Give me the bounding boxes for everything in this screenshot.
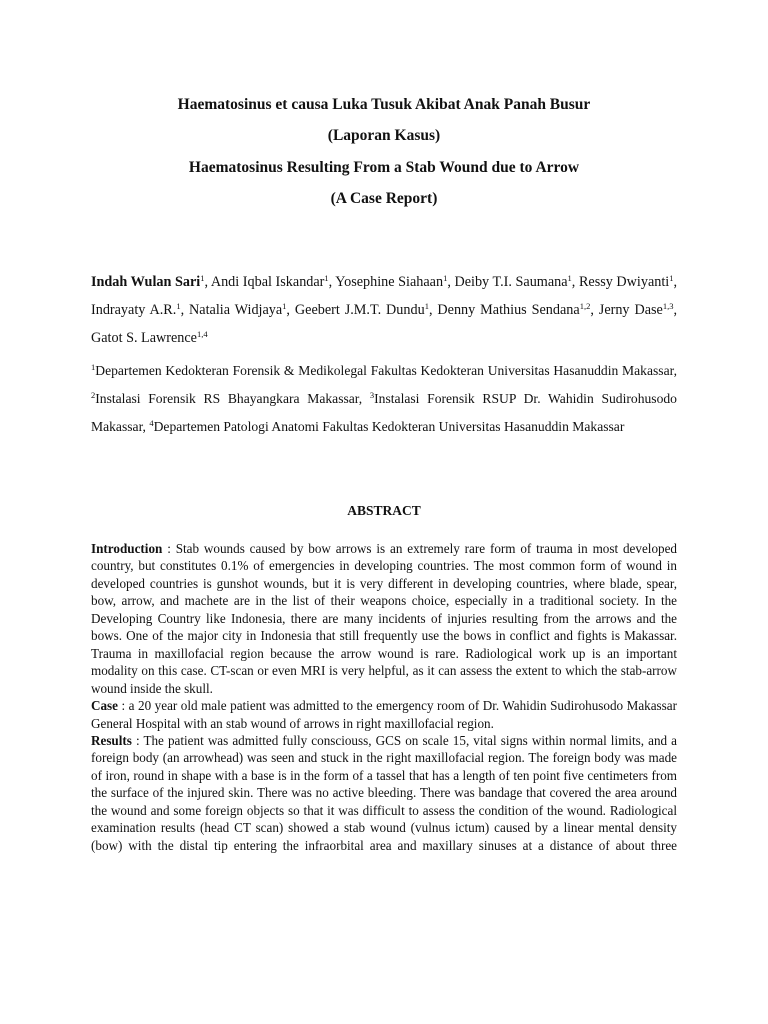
section-label: Case (91, 698, 119, 714)
author-name: Indrayaty A.R. (91, 302, 177, 318)
author-affiliation-mark: 1,3 (662, 301, 674, 311)
author-list: Indah Wulan Sari$^1$, Andi Iqbal Iskandar$^1$, Yosephine Siahaan$^1$, Deiby T.I. Saumana$^1$, Ressy Dwiyanti$^1$, Indrayaty A.R.$^1$, Natalia Widjaya$^1$, Geebert J.M.T. Dundu$^1$, Denny Mathius Sendana$^{1,2}$, Jerny Dase$^{1,3}$, Gatot S. Lawrence$^{1,4}$ (91, 273, 678, 346)
title-english: Haematosinus Resulting From a Stab Wound due to Arrow (188, 159, 580, 176)
author-name: Jerny Dase (598, 302, 663, 318)
title-indonesian: Haematosinus et causa Luka Tusuk Akibat Anak Panah Busur (177, 96, 591, 113)
author-affiliation-mark: 1 (669, 273, 674, 283)
author-name: Denny Mathius Sendana (437, 302, 580, 318)
author-affiliation-mark: 1 (567, 273, 572, 283)
abstract-case (91, 697, 677, 732)
abstract-results (91, 732, 677, 854)
author-affiliation-mark: 1 (176, 301, 181, 311)
subtitle-english: (A Case Report) (330, 190, 438, 207)
author-name: Ressy Dwiyanti (578, 274, 670, 290)
affiliation-text: Instalasi Forensik RSUP Dr. Wahidin Sudirohusodo Makassar, (91, 391, 677, 434)
author-affiliation-mark: 1 (443, 273, 448, 283)
section-text: : a 20 year old male patient was admitted to the emergency room of Dr. Wahidin Sudirohusodo Makassar General Hospital with an stab wound of arrows in right maxillofacial region. (91, 698, 677, 731)
author-affiliation-mark: 1,2 (579, 301, 591, 311)
abstract-heading: ABSTRACT (347, 503, 421, 518)
affiliation-number: 3 (369, 390, 375, 400)
subtitle-indonesian: (Laporan Kasus) (327, 127, 441, 144)
author-name: Indah Wulan Sari (91, 274, 201, 290)
author-name: Andi Iqbal Iskandar (210, 274, 325, 290)
author-name: Deiby T.I. Saumana (454, 274, 568, 290)
affiliation-text: Departemen Patologi Anatomi Fakultas Kedokteran Universitas Hasanuddin Makassar (153, 419, 625, 434)
affiliation-number: 4 (149, 418, 154, 428)
abstract-introduction (91, 540, 677, 697)
section-text: : Stab wounds caused by bow arrows is an extremely rare form of trauma in most developed country, but constitutes 0.1% of emergencies in developing countries. The most common form of wound in developed countries is gunshot wounds, but it is very different in developing countries, where blade, spear, bow, arrow, and machete are in the list of their weapons choice, especially in a traditional society. In the Developing Country like Indonesia, there are many incidents of injuries resulting from the arrows and the bows. One of the major city in Indonesia that still frequently use the bows in conflict and fights is Makassar. Trauma in maxillofacial region because the arrow wound is rare. Radiological work up is an important modality on this case. CT-scan or even MRI is very helpful, as it can assess the extent to which the stab-arrow wound inside the skull. (91, 541, 677, 696)
affiliation-number: 1 (91, 362, 96, 372)
author-affiliation-mark: 1 (282, 301, 287, 311)
affiliation-text: Instalasi Forensik RS Bhayangkara Makassar, (95, 391, 370, 406)
author-affiliation-mark: 1 (200, 273, 205, 283)
author-name: Geebert J.M.T. Dundu (294, 302, 425, 318)
author-name: Natalia Widjaya (189, 302, 283, 318)
affiliation-list (91, 357, 677, 441)
section-label: Introduction (91, 541, 163, 556)
author-affiliation-mark: 1 (424, 301, 429, 311)
author-affiliation-mark: 1 (324, 273, 329, 283)
section-label: Results (91, 732, 132, 748)
author-name: Yosephine Siahaan (335, 274, 444, 290)
section-text: : The patient was admitted fully consciouss, GCS on scale 15, vital signs within normal limits, and a foreign body (an arrowhead) was seen and stuck in the right maxillofacial region. The foreign body was made of iron, round in shape with a base is in the form of a tassel that has a length of ten point five centimeters from the surface of the injured skin. There was no active bleeding. There was bandage that covered the area around the wound and some foreign objects so that it was difficult to assess the condition of the wound. Radiological examination results (head CT scan) showed a stab wound (vulnus ictum) caused by a linear mental density (bow) with the distal tip entering the infraorbital area and maxillary sinuses at a distance of about three (91, 732, 677, 853)
affiliation-text: Departemen Kedokteran Forensik & Medikolegal Fakultas Kedokteran Universitas Hasanuddin Makassar, (95, 363, 677, 378)
affiliation-number: 2 (91, 390, 96, 400)
author-affiliation-mark: 1,4 (196, 329, 208, 339)
abstract-body (91, 540, 677, 854)
author-name: Gatot S. Lawrence (91, 330, 197, 346)
